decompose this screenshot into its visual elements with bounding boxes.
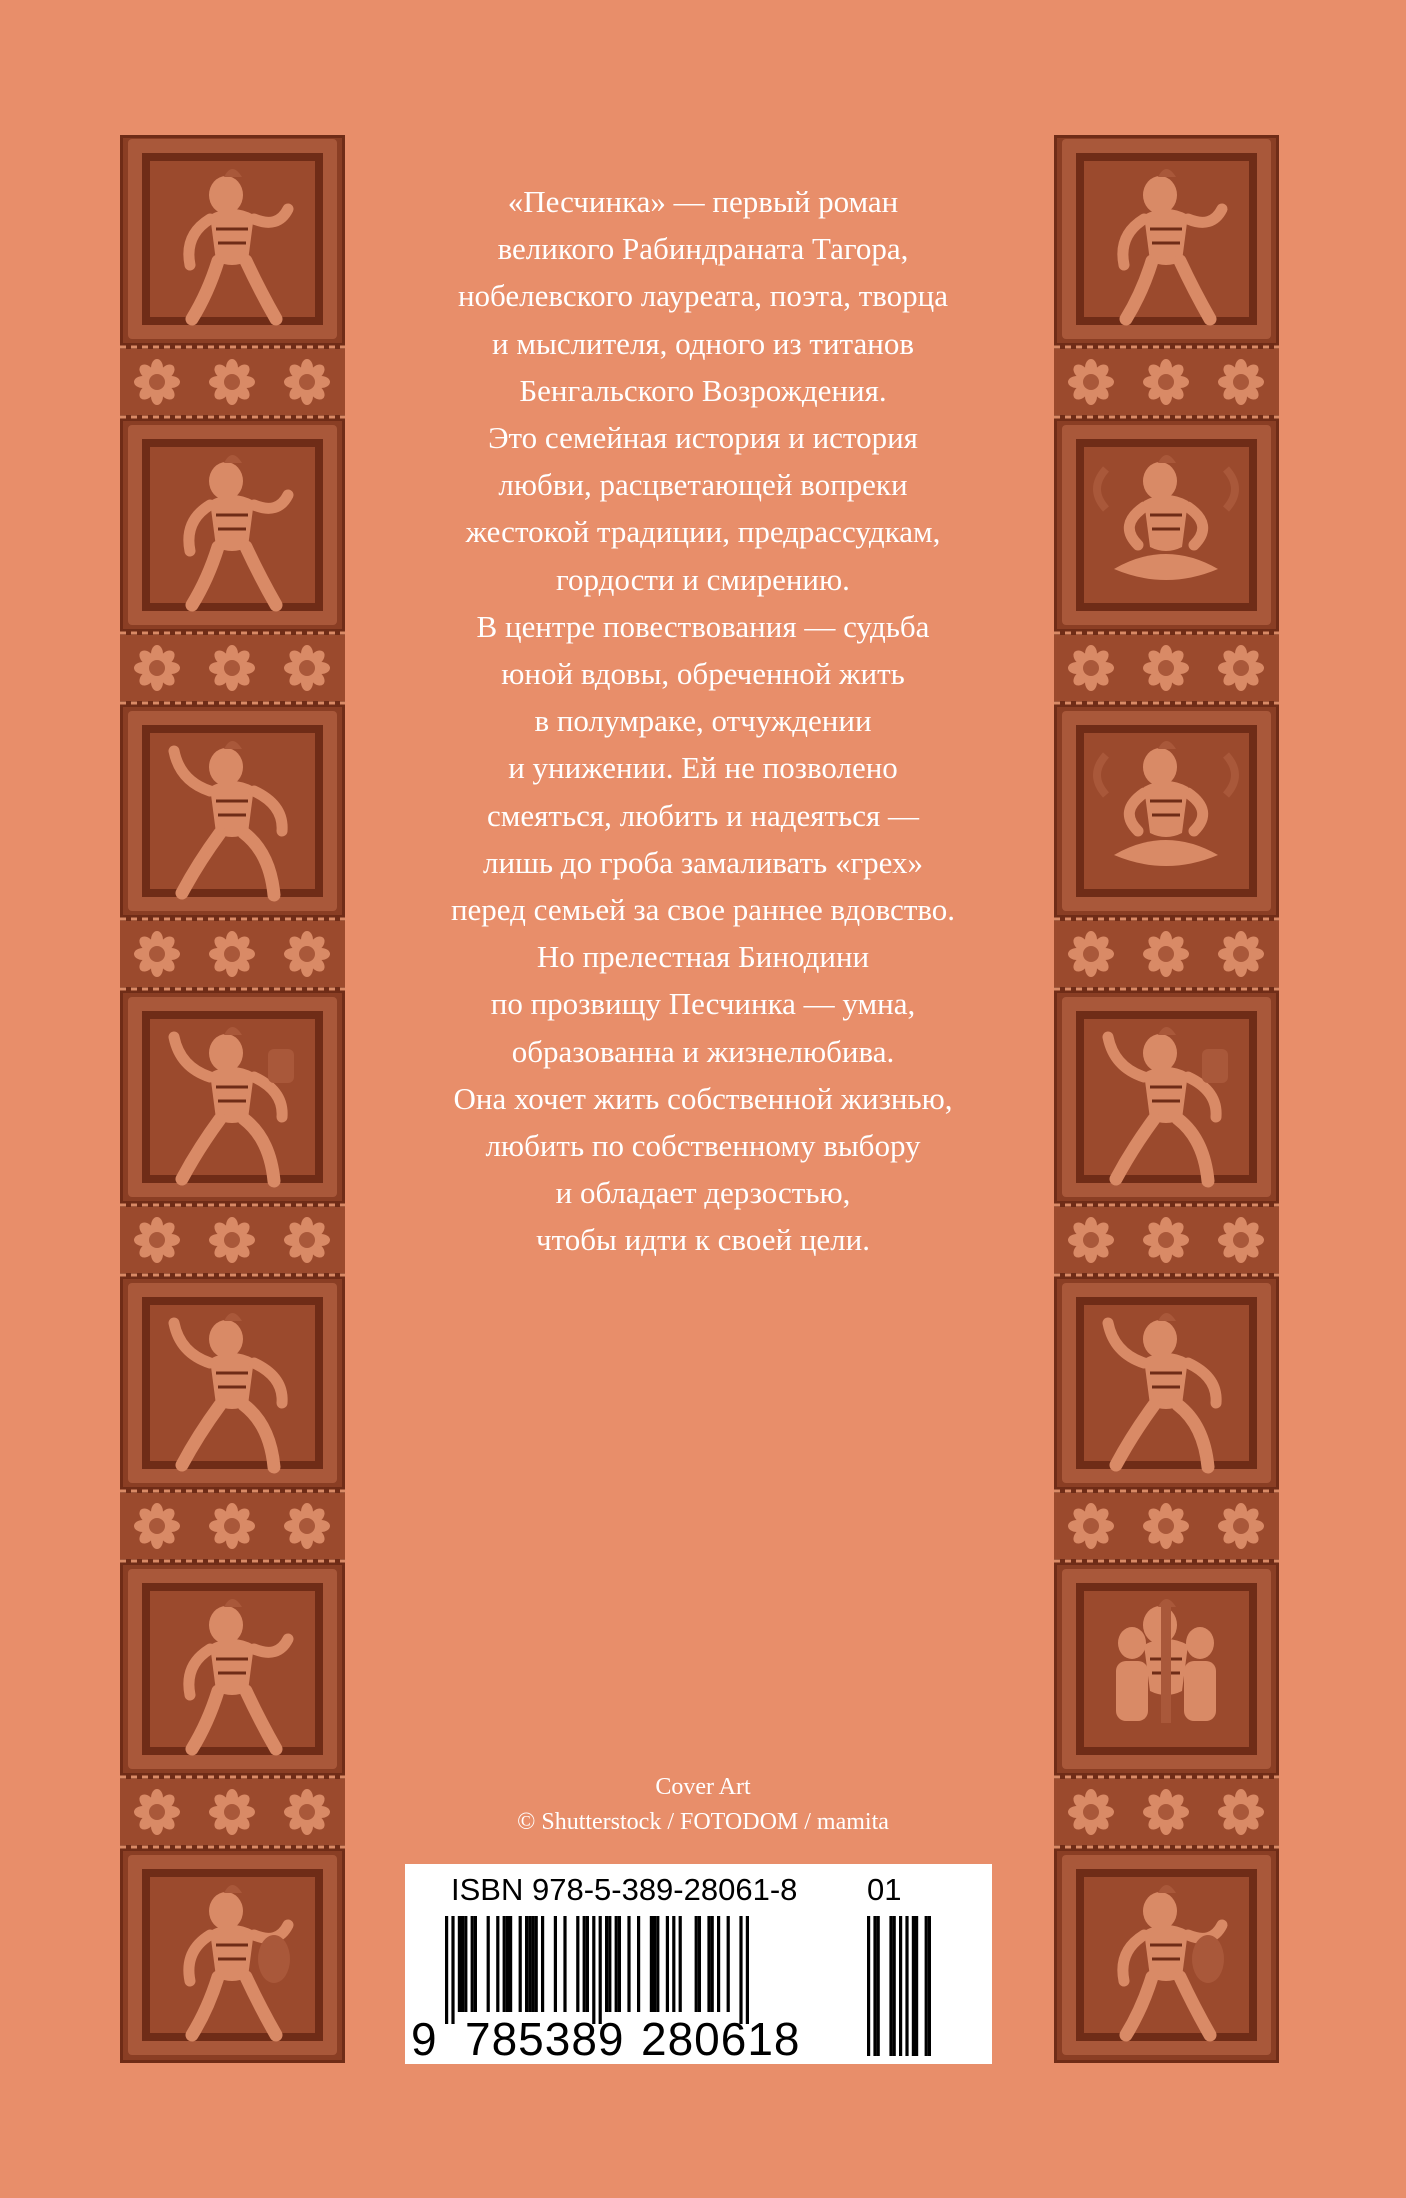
addon-bar — [873, 1916, 876, 2056]
blurb-line: юной вдовы, обреченной жить — [501, 656, 905, 692]
blurb-line: по прозвищу Песчинка — умна, — [490, 986, 916, 1022]
blurb-line: перед семьей за свое раннее вдовство. — [450, 892, 956, 928]
barcode-bar — [464, 1916, 467, 2012]
isbn-barcode — [405, 1864, 992, 2064]
barcode-bar — [509, 1916, 512, 2012]
blurb-line: великого Рабиндраната Тагора, — [497, 231, 909, 267]
barcode-bar — [506, 1916, 509, 2012]
barcode-digits-right: 280618 — [641, 2013, 801, 2065]
musician-panel — [1062, 1855, 1271, 2055]
barcode-bar — [503, 1916, 506, 2012]
barcode-bar — [727, 1916, 730, 2012]
dancer-panel — [128, 711, 337, 911]
warrior-panel — [128, 997, 337, 1197]
blurb-line: чтобы идти к своей цели. — [536, 1222, 870, 1258]
barcode-bar — [528, 1916, 531, 2012]
book-blurb — [370, 178, 1036, 1264]
barcode-bar — [474, 1916, 477, 2012]
barcode-bar — [583, 1916, 586, 2012]
barcode-bar — [541, 1916, 544, 2012]
blurb-line: и обладает дерзостью, — [555, 1175, 851, 1211]
barcode-bar — [679, 1916, 682, 2012]
seated-figure-panel — [128, 1569, 337, 1769]
isbn-addon-label: 01 — [867, 1872, 902, 1907]
barcode-bar — [592, 1916, 595, 2024]
blurb-line: жестокой традиции, предрассудкам, — [465, 514, 941, 550]
blurb-line: в полумраке, отчуждении — [534, 703, 872, 739]
barcode-bar — [698, 1916, 701, 2012]
floral-frieze — [120, 915, 345, 993]
floral-frieze — [1054, 629, 1279, 707]
blurb-line: любви, расцветающей вопреки — [498, 467, 908, 503]
barcode-bar — [535, 1916, 538, 2012]
barcode-bar — [637, 1916, 640, 2012]
barcode-bar — [445, 1916, 448, 2024]
blurb-line: Она хочет жить собственной жизнью, — [453, 1080, 953, 1116]
barcode-digit-first: 9 — [411, 2013, 437, 2065]
addon-bar — [893, 1916, 896, 2056]
barcode-bar — [653, 1916, 656, 2012]
addon-bar — [928, 1916, 931, 2056]
seated-figure-panel — [128, 425, 337, 625]
blurb-line: Но прелестная Бинодини — [536, 939, 870, 975]
addon-bar — [925, 1916, 928, 2056]
barcode-bar — [627, 1916, 630, 2012]
floral-frieze — [120, 343, 345, 421]
barcode-bar — [576, 1916, 579, 2012]
barcode-bar — [746, 1916, 749, 2024]
blurb-line: лишь до гроба замаливать «грех» — [482, 844, 924, 880]
addon-bar — [905, 1916, 908, 2056]
addon-bar — [912, 1916, 915, 2056]
barcode-bar — [458, 1916, 461, 2012]
floral-frieze — [1054, 1773, 1279, 1851]
seated-figure-panel — [1062, 139, 1271, 339]
floral-frieze — [120, 629, 345, 707]
barcode-bar — [707, 1916, 710, 2012]
floral-frieze — [120, 1201, 345, 1279]
left-carving-strip — [120, 135, 345, 2063]
barcode-bar — [599, 1916, 602, 2024]
warrior-panel — [1062, 997, 1271, 1197]
musician-panel — [128, 1855, 337, 2055]
barcode-bar — [711, 1916, 714, 2012]
barcode-bar — [519, 1916, 522, 2012]
credit-source: © Shutterstock / FOTODOM / mamita — [517, 1809, 889, 1835]
blurb-line: любить по собственному выбору — [485, 1128, 921, 1164]
credit-title: Cover Art — [655, 1774, 751, 1800]
barcode-bar — [615, 1916, 618, 2012]
barcode-bar — [531, 1916, 534, 2012]
barcode-digits-left: 785389 — [465, 2013, 625, 2065]
floral-frieze — [120, 1487, 345, 1565]
addon-bar — [915, 1916, 918, 2056]
meditating-figure-panel — [1062, 425, 1271, 625]
cover-art-credit — [370, 1770, 1036, 1840]
isbn-label: ISBN 978-5-389-28061-8 — [451, 1872, 798, 1907]
blurb-line: нобелевского лауреата, поэта, творца — [457, 278, 949, 314]
left-terracotta-column — [120, 135, 345, 2063]
barcode-bar — [525, 1916, 528, 2012]
barcode-bar — [563, 1916, 566, 2012]
meditating-figure-panel — [1062, 711, 1271, 911]
floral-frieze — [1054, 1487, 1279, 1565]
barcode-bar — [554, 1916, 557, 2012]
addon-bar — [899, 1916, 902, 2056]
addon-bar — [877, 1916, 880, 2056]
blurb-line: и мыслителя, одного из титанов — [492, 325, 914, 361]
floral-frieze — [120, 1773, 345, 1851]
barcode-digits — [411, 2012, 801, 2066]
barcode-bar — [650, 1916, 653, 2012]
barcode-bar — [666, 1916, 669, 2012]
barcode-bar — [672, 1916, 675, 2012]
blurb-line: В центре повествования — судьба — [476, 608, 930, 644]
paired-figures-panel — [1062, 1569, 1271, 1769]
barcode-bar — [739, 1916, 742, 2024]
dancer-panel — [128, 1283, 337, 1483]
barcode-bar — [717, 1916, 720, 2012]
barcode-bar — [608, 1916, 611, 2012]
barcode-bar — [487, 1916, 490, 2012]
right-carving-strip — [1054, 135, 1279, 2063]
addon-bar — [867, 1916, 870, 2056]
floral-frieze — [1054, 915, 1279, 993]
blurb-line: гордости и смирению. — [556, 561, 850, 597]
barcode-bar — [618, 1916, 621, 2012]
addon-bar — [889, 1916, 892, 2056]
right-terracotta-column — [1054, 135, 1279, 2063]
dancer-panel — [1062, 1283, 1271, 1483]
blurb-line: «Песчинка» — первый роман — [507, 184, 899, 219]
floral-frieze — [1054, 1201, 1279, 1279]
barcode-bar — [605, 1916, 608, 2012]
blurb-line: и унижении. Ей не позволено — [508, 750, 898, 786]
barcode-bar — [461, 1916, 464, 2012]
floral-frieze — [1054, 343, 1279, 421]
barcode-bar — [586, 1916, 589, 2012]
blurb-line: смеяться, любить и надеяться — — [487, 797, 919, 833]
dancing-figure-panel — [128, 139, 337, 339]
barcode-bar — [496, 1916, 499, 2012]
barcode-bar — [471, 1916, 474, 2012]
blurb-line: образованна и жизнелюбива. — [511, 1033, 895, 1069]
barcode-bar — [656, 1916, 659, 2012]
barcode-bar — [451, 1916, 454, 2024]
blurb-line: Бенгальского Возрождения. — [519, 372, 887, 408]
barcode-bar — [695, 1916, 698, 2012]
blurb-line: Это семейная история и история — [488, 420, 918, 456]
